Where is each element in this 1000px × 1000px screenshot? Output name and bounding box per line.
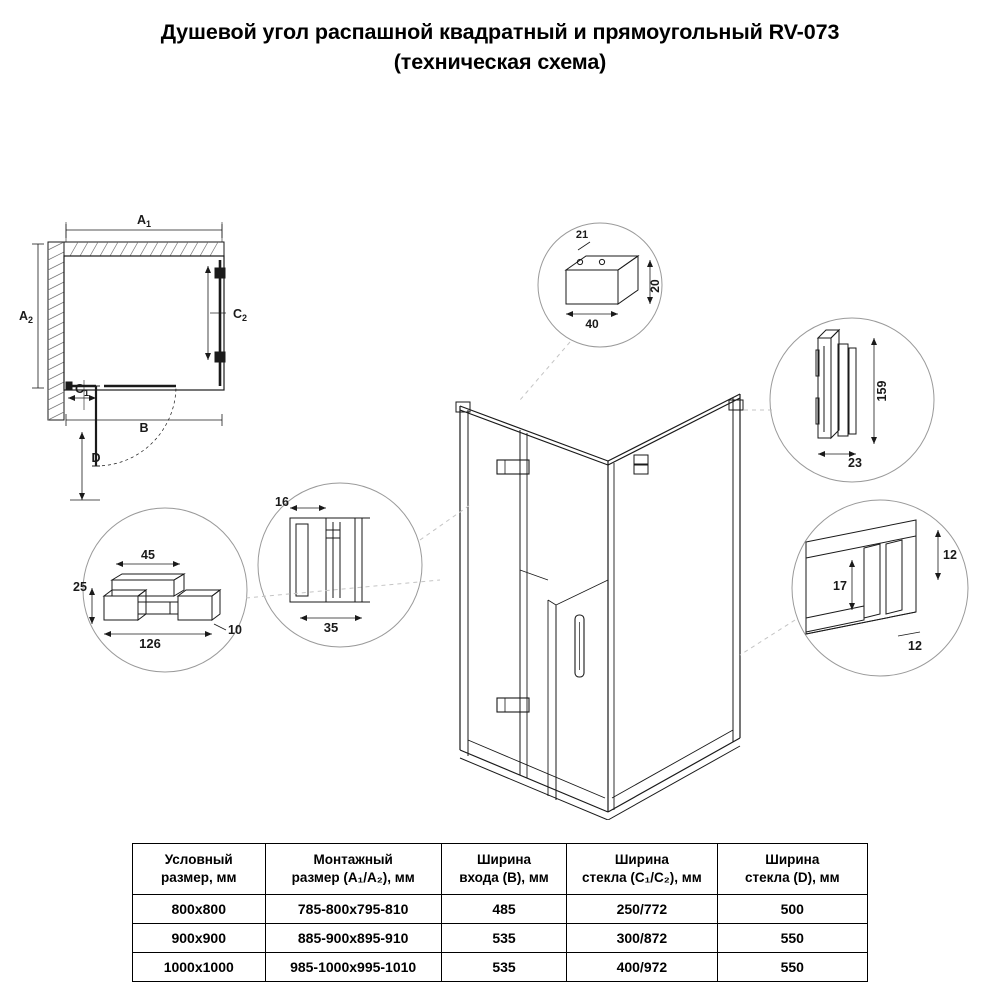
svg-text:D: D [91, 451, 101, 465]
callout-profile [258, 483, 470, 647]
svg-text:10: 10 [228, 623, 242, 637]
svg-text:17: 17 [833, 579, 847, 593]
cell-glass-d: 500 [717, 895, 867, 924]
svg-text:B: B [139, 421, 149, 435]
table-row [133, 953, 868, 982]
cell-glass-c: 300/872 [567, 924, 717, 953]
door-swing-arc [96, 386, 176, 466]
col-header-glass-c-l1: Ширина [614, 852, 669, 867]
page-title-line2: (техническая схема) [393, 49, 607, 74]
drawing-svg [0, 110, 1000, 820]
cell-entry: 535 [441, 924, 566, 953]
dim-a1 [66, 213, 222, 242]
hinge-upper [497, 460, 529, 474]
svg-text:12: 12 [943, 548, 957, 562]
col-header-nominal-l2: размер, мм [160, 870, 237, 886]
plan-view [19, 213, 247, 500]
spec-table-wrapper [132, 843, 868, 982]
col-header-mounting-l2: размер (A₁/A₂), мм [291, 870, 415, 886]
technical-drawing [0, 110, 1000, 820]
cell-glass-c: 250/772 [567, 895, 717, 924]
cell-nominal: 800x800 [133, 895, 266, 924]
callout-handle [73, 508, 440, 672]
svg-text:25: 25 [73, 580, 87, 594]
col-header-mounting-l1: Монтажный [313, 852, 393, 867]
dim-a2 [19, 244, 44, 388]
svg-text:21: 21 [575, 229, 589, 241]
col-header-glass-d-l2: стекла (D), мм [744, 870, 840, 886]
callout-bracket [520, 223, 662, 400]
dim-c2 [205, 266, 247, 360]
svg-text:126: 126 [139, 636, 161, 651]
svg-text:C1: $C_1$ [74, 382, 90, 398]
cell-mounting: 785-800x795-810 [265, 895, 441, 924]
col-header-nominal-l1: Условный [164, 852, 233, 867]
svg-text:A1: $A_1$ [136, 213, 152, 229]
cell-nominal: 1000x1000 [133, 953, 266, 982]
wall-hatch-left [48, 242, 64, 420]
svg-text:A2: $A_2$ [18, 309, 34, 325]
cell-glass-d: 550 [717, 924, 867, 953]
svg-text:16: 16 [275, 495, 289, 509]
svg-text:12: 12 [908, 639, 922, 653]
svg-text:159: 159 [875, 380, 889, 402]
cell-mounting: 885-900x895-910 [265, 924, 441, 953]
cell-glass-d: 550 [717, 953, 867, 982]
callout-hinge [744, 318, 934, 482]
col-header-entry [441, 844, 566, 895]
table-row [133, 924, 868, 953]
col-header-mounting [265, 844, 441, 895]
cell-entry: 485 [441, 895, 566, 924]
svg-text:20: 20 [648, 279, 662, 293]
cell-nominal: 900x900 [133, 924, 266, 953]
col-header-glass-c [567, 844, 717, 895]
svg-text:45: 45 [141, 548, 155, 562]
plan-enclosure [64, 256, 224, 390]
col-header-entry-l2: входа (B), мм [459, 870, 549, 886]
col-header-nominal [133, 844, 266, 895]
svg-text:23: 23 [848, 456, 862, 470]
callout-track [740, 500, 968, 676]
cell-glass-c: 400/972 [567, 953, 717, 982]
svg-text:35: 35 [323, 620, 339, 635]
spec-table [132, 843, 868, 982]
callout-circle-handle [83, 508, 247, 672]
dim-b [66, 414, 222, 435]
table-row [133, 895, 868, 924]
enclosure-3d [456, 394, 743, 820]
col-header-glass-c-l2: стекла (C₁/C₂), мм [582, 870, 702, 886]
table-header-row [133, 844, 868, 895]
svg-text:C2: $C_2$ [232, 307, 248, 323]
hinge-lower [497, 698, 529, 712]
col-header-glass-d-l1: Ширина [765, 852, 820, 867]
wall-hatch-top [64, 242, 224, 256]
page-title [0, 18, 1000, 77]
cell-entry: 535 [441, 953, 566, 982]
col-header-entry-l1: Ширина [476, 852, 532, 867]
page-title-line1: Душевой угол распашной квадратный и прямоугольный RV-073 [160, 20, 840, 44]
svg-text:40: 40 [585, 317, 599, 331]
callout-circle-bracket [538, 223, 662, 347]
col-header-glass-d [717, 844, 867, 895]
cell-mounting: 985-1000x995-1010 [265, 953, 441, 982]
